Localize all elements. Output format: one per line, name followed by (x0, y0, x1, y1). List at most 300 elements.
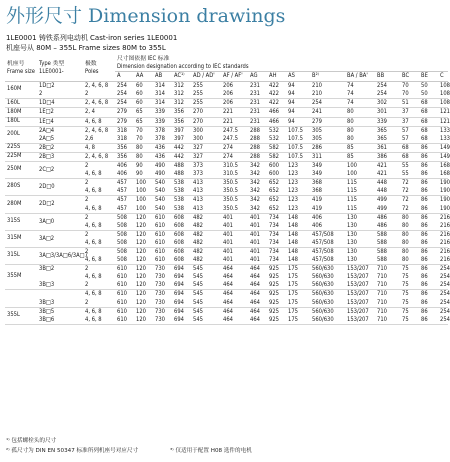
dimension-cell: 57 57 (400, 126, 419, 143)
dimension-cell: 482 482 (191, 247, 221, 264)
dimension-cell: 80 80 (345, 126, 375, 143)
dimension-cell: 401 401 (221, 247, 248, 264)
poles-cell: 2, 4, 6, 8 (83, 99, 115, 108)
dimension-cell: 710 710 (375, 307, 400, 324)
column-header: C (438, 72, 448, 82)
dimension-cell: 342 342 (248, 162, 267, 179)
dimension-cell: 694 694 (172, 290, 191, 307)
dimension-cell: 115 115 (345, 196, 375, 213)
frame-size-cell: 225M (5, 152, 37, 161)
column-header: BA / BA' (345, 72, 375, 82)
dimension-cell: 488 488 (172, 162, 191, 179)
dimension-cell: 130 130 (345, 213, 375, 230)
dimension-cell: 730 730 730 (153, 265, 172, 290)
dimension-cell: 350.5 350.5 (221, 179, 248, 196)
dimension-cell: 70 70 (400, 82, 419, 99)
dimension-cell: 231 (248, 99, 267, 108)
dimension-cell: 68 (400, 143, 419, 152)
dimension-cell: 314 314 (153, 82, 172, 99)
dimension-cell: 448 448 (375, 179, 400, 196)
table-row (5, 307, 448, 324)
dimension-cell: 532 532 (267, 126, 286, 143)
dimension-cell: 274 (221, 143, 248, 152)
dimension-cell: 86 86 (419, 162, 438, 179)
dimension-cell: 300 300 (191, 126, 221, 143)
dimension-cell: 401 401 (248, 247, 267, 264)
dimension-cell: 342 342 (248, 196, 267, 213)
dimension-cell: 499 499 (375, 196, 400, 213)
dimension-cell: 190 190 (440, 197, 450, 212)
dimension-cell: 286 (310, 143, 345, 152)
dimension-cell: 560/630 560/630 (310, 307, 345, 324)
type-cell: 1E□4 (37, 117, 83, 126)
dimension-cell: 206 206 (221, 82, 248, 99)
poles-cell: 2, 4, 6, 8 2 (83, 82, 115, 99)
frame-size-cell: 355L (5, 307, 37, 324)
dimension-cell: 288 (248, 152, 267, 161)
table-row (5, 162, 448, 179)
dimension-cell: 216 216 (440, 214, 450, 229)
frame-size-cell: 280S (5, 179, 37, 196)
dimension-cell: 254 (310, 99, 345, 108)
frame-size-cell (5, 290, 37, 307)
dimension-cell: 464 464 (248, 307, 267, 324)
table-row (5, 179, 448, 196)
dimension-cell: 734 734 (267, 230, 286, 247)
dimension-cell: 86 86 (419, 307, 438, 324)
dimension-cell: 652 652 (267, 196, 286, 213)
dimension-cell: 301 (375, 108, 400, 117)
dimension-cell: 279 (310, 117, 345, 126)
dimension-cell: 216 216 (440, 248, 450, 264)
column-header: AD / AD' (191, 72, 221, 82)
table-row (5, 152, 448, 161)
table-row (5, 247, 448, 264)
dimension-cell: 361 (375, 143, 400, 152)
dimension-cell: 694 694 694 (172, 265, 191, 290)
dimension-cell: 610 610 (115, 307, 134, 324)
dimension-cell: 730 730 (153, 307, 172, 324)
poles-cell: 4, 6, 8 2 (83, 290, 115, 307)
poles-cell: 2 4, 6, 8 2 (83, 265, 115, 290)
dimension-cell: 60 (134, 99, 153, 108)
dimension-cell: 442 (172, 152, 191, 161)
dimension-cell: 210 210 (310, 82, 345, 99)
dimension-cell: 80 80 (400, 230, 419, 247)
dimension-cell: 80 80 (400, 213, 419, 230)
dimension-cell: 401 401 (221, 230, 248, 247)
dimension-cell: 149 (440, 144, 450, 151)
dimension-cell: 107.5 (286, 143, 310, 152)
dimension-cell: 51 (400, 99, 419, 108)
dimension-cell: 120 120 (134, 247, 153, 264)
dimension-cell: 342 342 (248, 179, 267, 196)
dimension-cell: 710 710 710 (375, 265, 400, 290)
dimension-cell: 378 378 (153, 126, 172, 143)
dimension-cell: 610 610 (153, 230, 172, 247)
dimension-cell: 153/207 153/207 (345, 290, 375, 307)
column-header: BB (375, 72, 400, 82)
dimension-cell: 274 (221, 152, 248, 161)
dimension-cell: 312 (172, 99, 191, 108)
dimension-cell: 231 231 (248, 82, 267, 99)
dimension-cell: 339 (375, 117, 400, 126)
dimension-cell: 175 175 (286, 290, 310, 307)
dimension-cell: 175 175 (286, 307, 310, 324)
frame-size-cell: 160L (5, 99, 37, 108)
dimension-cell: 120 120 (134, 230, 153, 247)
dimension-cell: 86 86 (419, 230, 438, 247)
column-header: AF / AF' (221, 72, 248, 82)
dimension-cell: 74 (345, 99, 375, 108)
column-header: AH (267, 72, 286, 82)
dimension-cell: 80 (345, 108, 375, 117)
dimension-cell: 608 608 (172, 247, 191, 264)
dimension-cell: 65 (134, 117, 153, 126)
frame-size-cell: 160M (5, 82, 37, 99)
table-row (5, 117, 448, 126)
dimension-cell: 120 120 120 (134, 265, 153, 290)
frame-size-cell: 315S (5, 213, 37, 230)
dimension-cell: 925 925 (267, 307, 286, 324)
column-header: A (115, 72, 134, 82)
type-cell: 3B□5 3B□6 (37, 307, 83, 324)
dimension-cell: 540 540 (153, 196, 172, 213)
dimension-cell: 925 925 (267, 290, 286, 307)
dimension-cell: 108 108 (440, 83, 450, 98)
dimension-cell: 490 490 (153, 162, 172, 179)
dimension-cell: 168 168 (440, 163, 450, 178)
dimension-cell: 270 (191, 108, 221, 117)
poles-cell: 2, 4 (83, 108, 115, 117)
dimension-cell: 86 86 (419, 290, 438, 307)
dimension-cell: 356 (172, 108, 191, 117)
column-header: BC (400, 72, 419, 82)
dimension-cell: 327 (191, 152, 221, 161)
table-row (5, 82, 448, 99)
dimension-cell: 610 610 (115, 290, 134, 307)
dimension-cell: 86 86 86 (419, 265, 438, 290)
dimension-cell: 107.5 107.5 (286, 126, 310, 143)
dimension-cell: 148 148 (286, 230, 310, 247)
dimension-cell: 123 123 (286, 179, 310, 196)
dimension-cell: 107.5 (286, 152, 310, 161)
dimension-cell: 560/630 560/630 (310, 290, 345, 307)
dimension-cell: 730 730 (153, 290, 172, 307)
dimension-cell: 72 72 (400, 196, 419, 213)
dimension-cell: 457/508 457/508 (310, 230, 345, 247)
table-row (5, 265, 448, 290)
type-cell: 1D□2 2 (37, 82, 83, 99)
dimension-cell: 582 (267, 152, 286, 161)
dimension-cell: 120 120 (134, 307, 153, 324)
poles-cell: 2 4, 6, 8 (83, 230, 115, 247)
dimension-cell: 153/207 153/207 (345, 307, 375, 324)
column-header: AB (153, 72, 172, 82)
dimension-cell: 288 (248, 143, 267, 152)
frame-size-cell: 180M (5, 108, 37, 117)
dimension-cell: 90 90 (134, 162, 153, 179)
poles-cell: 4, 8 (83, 143, 115, 152)
dimension-cell: 608 608 (172, 230, 191, 247)
dimension-cell: 288 288 (248, 126, 267, 143)
dimension-cell: 231 (248, 117, 267, 126)
dimension-cell: 327 (191, 143, 221, 152)
dimension-cell: 422 422 (267, 82, 286, 99)
dimension-cell: 86 (419, 143, 438, 152)
table-row (5, 230, 448, 247)
poles-cell: 2, 4, 6, 8 (83, 152, 115, 161)
dimension-cell: 608 608 (172, 213, 191, 230)
dimension-cell: 221 (221, 108, 248, 117)
dimension-cell: 130 130 (345, 230, 375, 247)
dimension-cell: 94 (286, 117, 310, 126)
dimension-cell: 312 312 (172, 82, 191, 99)
dimension-cell: 436 (153, 143, 172, 152)
dimension-cell: 241 (310, 108, 345, 117)
type-cell: 3A□2 (37, 230, 83, 247)
poles-header: 极数 Poles (83, 55, 115, 82)
iec-dimension-header: 尺寸图依据 IEC 标准 Dimension designation according to IEC standards (115, 55, 448, 72)
dimension-cell: 68 (419, 108, 438, 117)
poles-cell: 4, 6, 8 (83, 117, 115, 126)
dimension-cell: 206 (221, 99, 248, 108)
dimension-cell: 734 734 (267, 247, 286, 264)
dimension-cell: 153/207 153/207 153/207 (345, 265, 375, 290)
dimension-cell: 68 (419, 117, 438, 126)
dimension-cell: 70 70 (134, 126, 153, 143)
dimension-cell: 85 (345, 143, 375, 152)
type-cell: 3B□3 (37, 290, 83, 307)
dimension-cell: 221 (221, 117, 248, 126)
dimension-cell: 75 75 (400, 307, 419, 324)
dimension-cell: 86 86 (419, 179, 438, 196)
dimension-cell: 254 (115, 99, 134, 108)
dimension-cell: 148 148 (286, 213, 310, 230)
dimension-cell: 74 74 (345, 82, 375, 99)
type-cell: 3B□2 3B□3 (37, 265, 83, 290)
dimension-cell: 508 508 (115, 230, 134, 247)
type-cell: 2A□4 2A□5 (37, 126, 83, 143)
dimension-cell: 442 (172, 143, 191, 152)
dimension-cell: 68 (400, 152, 419, 161)
dimension-cell: 120 120 (134, 290, 153, 307)
dimension-cell: 254 254 (115, 82, 134, 99)
table-row (5, 196, 448, 213)
dimension-cell: 86 (419, 152, 438, 161)
dimension-cell: 175 175 175 (286, 265, 310, 290)
dimension-cell: 610 610 610 (115, 265, 134, 290)
dimension-cell: 148 148 (286, 247, 310, 264)
dimension-cell: 734 734 (267, 213, 286, 230)
type-cell: 2D□0 (37, 179, 83, 196)
dimension-cell: 130 130 (345, 247, 375, 264)
dimension-cell: 413 413 (191, 196, 221, 213)
dimension-cell: 365 365 (375, 126, 400, 143)
type-cell: 2B□3 (37, 152, 83, 161)
dimension-cell: 68 68 (419, 126, 438, 143)
dimension-cell: 123 123 (286, 162, 310, 179)
poles-cell: 2 4, 6, 8 (83, 213, 115, 230)
dimension-cell: 421 421 (375, 162, 400, 179)
dimension-cell: 133 133 (440, 127, 450, 142)
type-cell: 3A□0 (37, 213, 83, 230)
table-row (5, 290, 448, 307)
dimension-cell: 368 368 (310, 179, 345, 196)
dimension-cell: 457/508 457/508 (310, 247, 345, 264)
dimension-cell: 37 (400, 117, 419, 126)
frame-size-cell: 250M (5, 162, 37, 179)
dimension-cell: 349 349 (310, 162, 345, 179)
dimension-table (5, 55, 448, 325)
dimension-cell: 75 75 75 (400, 265, 419, 290)
frame-size-header: 机座号 Frame size (5, 55, 37, 82)
dimension-cell: 255 (191, 99, 221, 108)
dimension-cell: 486 486 (375, 213, 400, 230)
dimension-cell: 582 (267, 143, 286, 152)
footnote-1: ¹⁾ 包括螺栓头的尺寸 (6, 438, 57, 444)
column-header: AA (134, 72, 153, 82)
dimension-cell: 318 318 (115, 126, 134, 143)
dimension-table-body (5, 82, 448, 325)
dimension-cell: 254 254 (440, 291, 450, 306)
dimension-cell: 464 464 464 (221, 265, 248, 290)
dimension-cell: 464 464 (221, 307, 248, 324)
dimension-cell: 314 (153, 99, 172, 108)
dimension-cell: 482 482 (191, 213, 221, 230)
dimension-cell: 457 457 (115, 196, 134, 213)
dimension-cell: 100 100 (345, 162, 375, 179)
dimension-cell: 350.5 350.5 (221, 196, 248, 213)
dimension-cell: 94 (286, 108, 310, 117)
column-header: B²⁾ (310, 72, 345, 82)
dimension-cell: 610 610 (153, 247, 172, 264)
dimension-cell: 65 (134, 108, 153, 117)
poles-cell: 4, 6, 8 4, 6, 8 (83, 307, 115, 324)
dimension-cell: 588 588 (375, 247, 400, 264)
dimension-cell: 339 (153, 117, 172, 126)
dimension-cell: 86 86 (419, 196, 438, 213)
dimension-cell: 270 (191, 117, 221, 126)
type-cell: 1E□2 (37, 108, 83, 117)
dimension-cell: 406 406 (310, 213, 345, 230)
column-header: AC¹⁾ (172, 72, 191, 82)
page-title-cn: 外形尺寸 (6, 5, 83, 27)
dimension-cell: 422 (267, 99, 286, 108)
dimension-cell: 600 600 (267, 162, 286, 179)
frame-size-cell: 355M (5, 265, 37, 290)
dimension-cell: 457 457 (115, 179, 134, 196)
column-header: AG (248, 72, 267, 82)
dimension-cell: 85 (345, 152, 375, 161)
dimension-cell: 190 190 (440, 180, 450, 195)
dimension-cell: 560/630 560/630 560/630 (310, 265, 345, 290)
dimension-cell: 386 (375, 152, 400, 161)
dimension-cell: 121 (440, 109, 450, 116)
dimension-cell: 310.5 310.5 (221, 162, 248, 179)
frame-size-cell: 180L (5, 117, 37, 126)
dimension-cell: 254 254 (375, 82, 400, 99)
dimension-cell: 108 (440, 100, 450, 107)
dimension-cell: 60 60 (134, 82, 153, 99)
dimension-cell: 37 (400, 108, 419, 117)
dimension-cell: 55 55 (400, 162, 419, 179)
dimension-cell: 710 710 (375, 290, 400, 307)
table-row (5, 213, 448, 230)
dimension-cell: 356 (115, 143, 134, 152)
dimension-cell: 80 (345, 117, 375, 126)
page-title-en: Dimension drawings (88, 5, 286, 27)
dimension-cell: 75 75 (400, 290, 419, 307)
dimension-cell: 80 (134, 152, 153, 161)
dimension-cell: 305 305 (310, 126, 345, 143)
dimension-cell: 115 115 (345, 179, 375, 196)
dimension-cell: 925 925 925 (267, 265, 286, 290)
dimension-cell: 694 694 (172, 307, 191, 324)
table-row (5, 126, 448, 143)
type-cell: 2B□2 (37, 143, 83, 152)
frame-size-cell: 315L (5, 247, 37, 264)
dimension-cell: 247.5 247.5 (221, 126, 248, 143)
dimension-cell: 123 123 (286, 196, 310, 213)
dimension-cell: 86 86 (419, 213, 438, 230)
dimension-cell: 86 86 (419, 247, 438, 264)
dimension-cell: 464 464 464 (248, 265, 267, 290)
frame-size-cell: 315M (5, 230, 37, 247)
dimension-cell: 545 545 (191, 290, 221, 307)
dimension-cell: 397 397 (172, 126, 191, 143)
dimension-cell: 508 508 (115, 247, 134, 264)
dimension-cell: 436 (153, 152, 172, 161)
dimension-cell: 149 (440, 153, 450, 160)
dimension-cell: 279 (115, 117, 134, 126)
type-cell: 3A□3/3A□6/3A□7 (37, 247, 83, 264)
dimension-cell: 538 538 (172, 179, 191, 196)
dimension-cell: 94 94 (286, 82, 310, 99)
dimension-cell: 100 100 (134, 196, 153, 213)
poles-cell: 2 4, 6, 8 (83, 196, 115, 213)
dimension-cell: 545 545 545 (191, 265, 221, 290)
dimension-cell: 610 610 (153, 213, 172, 230)
frame-size-cell: 280M (5, 196, 37, 213)
series-line: 1LE0001 铸铁系列电动机 Cast-iron series 1LE0001 (6, 34, 178, 42)
poles-cell: 2 4, 6, 8 (83, 179, 115, 196)
dimension-cell: 302 (375, 99, 400, 108)
dimension-cell: 652 652 (267, 179, 286, 196)
table-row (5, 143, 448, 152)
dimension-cell: 50 50 (419, 82, 438, 99)
dimension-cell: 545 545 (191, 307, 221, 324)
dimension-cell: 216 216 (440, 231, 450, 246)
dimension-cell: 413 413 (191, 179, 221, 196)
dimension-cell: 100 100 (134, 179, 153, 196)
dimension-cell: 80 80 (400, 247, 419, 264)
dimension-cell: 255 255 (191, 82, 221, 99)
type-cell: 1D□4 (37, 99, 83, 108)
dimension-cell: 231 (248, 108, 267, 117)
dimension-cell: 254 254 (440, 308, 450, 323)
poles-cell: 2, 4, 6, 8 2,6 (83, 126, 115, 143)
type-cell: 2C□2 (37, 162, 83, 179)
page-title (6, 1, 285, 28)
dimension-cell: 466 (267, 117, 286, 126)
dimension-cell: 254 254 254 (440, 266, 450, 289)
dimension-cell: 311 (310, 152, 345, 161)
dimension-cell: 466 (267, 108, 286, 117)
type-header: Type 类型 1LE0001- (37, 55, 83, 82)
dimension-cell: 68 (419, 99, 438, 108)
column-header: AS (286, 72, 310, 82)
